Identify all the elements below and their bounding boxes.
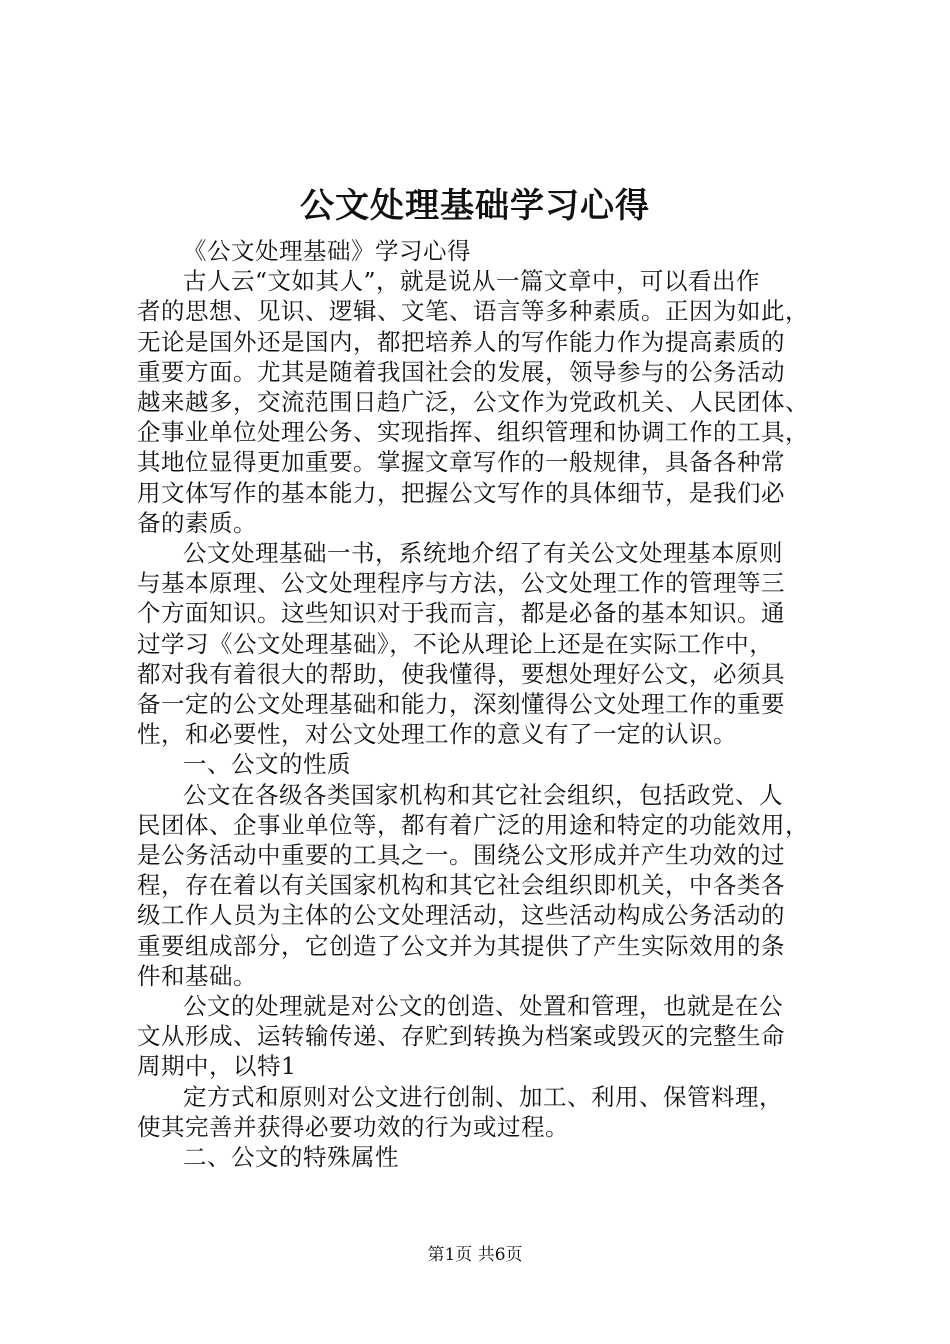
text-line: 企事业单位处理公务、实现指挥、组织管理和协调工作的工具， xyxy=(137,418,809,447)
text-line: 重要组成部分，它创造了公文并为其提供了产生实际效用的条 xyxy=(137,931,785,960)
text-line: 与基本原理、公文处理程序与方法，公文处理工作的管理等三 xyxy=(137,569,785,598)
text-line: 件和基础。 xyxy=(137,961,257,990)
text-line: 周期中，以特1 xyxy=(137,1052,297,1081)
text-line: 备的素质。 xyxy=(137,508,257,537)
text-line: 者的思想、见识、逻辑、文笔、语言等多种素质。正因为如此， xyxy=(137,297,809,326)
text-line: 级工作人员为主体的公文处理活动，这些活动构成公务活动的 xyxy=(137,901,785,930)
text-line: 重要方面。尤其是随着我国社会的发展，领导参与的公务活动 xyxy=(137,357,785,386)
text-line: 性，和必要性，对公文处理工作的意义有了一定的认识。 xyxy=(137,720,737,749)
text-line: 文从形成、运转输传递、存贮到转换为档案或毁灭的完整生命 xyxy=(137,1022,785,1051)
text-line: 公文处理基础一书，系统地介绍了有关公文处理基本原则 xyxy=(183,539,783,568)
text-line: 是公务活动中重要的工具之一。围绕公文形成并产生功效的过 xyxy=(137,841,785,870)
text-line: 都对我有着很大的帮助，使我懂得，要想处理好公文，必须具 xyxy=(137,659,785,688)
text-line: 越来越多，交流范围日趋广泛，公文作为党政机关、人民团体、 xyxy=(137,388,809,417)
text-line: 古人云“文如其人”，就是说从一篇文章中，可以看出作 xyxy=(183,267,761,296)
text-line: 定方式和原则对公文进行创制、加工、利用、保管料理， xyxy=(183,1082,783,1111)
text-line: 个方面知识。这些知识对于我而言，都是必备的基本知识。通 xyxy=(137,599,785,628)
section-heading: 二、公文的特殊属性 xyxy=(183,1143,399,1172)
text-line: 过学习《公文处理基础》，不论从理论上还是在实际工作中， xyxy=(137,629,774,658)
text-line: 《公文处理基础》学习心得 xyxy=(183,237,471,265)
section-heading: 一、公文的性质 xyxy=(183,750,351,779)
text-line: 使其完善并获得必要功效的行为或过程。 xyxy=(137,1112,569,1141)
text-line: 无论是国外还是国内，都把培养人的写作能力作为提高素质的 xyxy=(137,327,785,356)
text-line: 公文在各级各类国家机构和其它社会组织，包括政党、人 xyxy=(183,780,783,809)
page-footer: 第1页 共6页 xyxy=(427,1245,523,1265)
text-line: 其地位显得更加重要。掌握文章写作的一般规律，具备各种常 xyxy=(137,448,785,477)
text-line: 用文体写作的基本能力，把握公文写作的具体细节，是我们必 xyxy=(137,478,785,507)
document-body xyxy=(137,236,857,1172)
text-line: 民团体、企事业单位等，都有着广泛的用途和特定的功能效用， xyxy=(137,810,809,839)
document-title: 公文处理基础学习心得 xyxy=(300,186,650,226)
text-line: 程，存在着以有关国家机构和其它社会组织即机关，中各类各 xyxy=(137,871,785,900)
text-line: 公文的处理就是对公文的创造、处置和管理，也就是在公 xyxy=(183,992,783,1021)
text-line: 备一定的公文处理基础和能力，深刻懂得公文处理工作的重要 xyxy=(137,690,785,719)
